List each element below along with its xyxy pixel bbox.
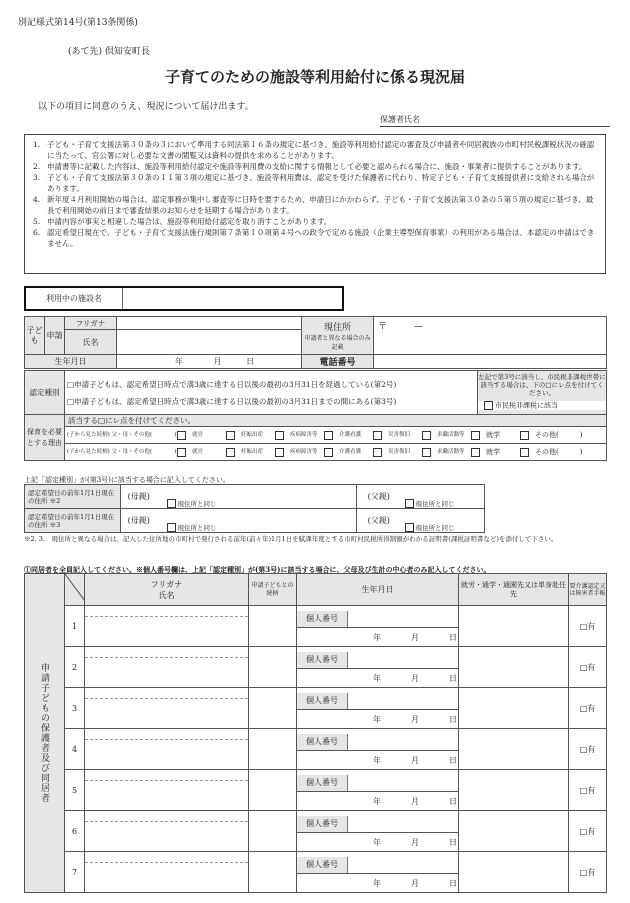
consent-item: [33, 194, 597, 216]
child-side-label: 子ども: [25, 317, 45, 355]
relation-input[interactable]: [249, 647, 297, 688]
col-work: 就労・通学・通園先又は単身赴任先: [459, 574, 569, 606]
work-input[interactable]: [459, 606, 569, 647]
facility-input[interactable]: [123, 288, 342, 309]
reason-option-label: 就学: [486, 448, 500, 456]
reason-option-label: その他( ): [535, 448, 583, 456]
residence-row1-label: 認定希望日の前年1月1日現在の住所 ※2: [25, 485, 121, 509]
consent-num: 5.: [33, 217, 41, 226]
row-number: 6: [65, 811, 85, 852]
mother-label-2: (母親): [121, 509, 157, 533]
household-heading: ①同居者を全員記入してください。※個人番号欄は、上記「認定種別」が(第3号)に該当する場合に、父母及び生計の中心者のみ記入してください。: [24, 565, 491, 574]
furigana-label: フリガナ: [65, 317, 117, 330]
guardian-name-label: 保護者氏名: [380, 115, 420, 124]
work-input[interactable]: [459, 729, 569, 770]
household-side-label: 申請子どもの保護者及び同居者: [39, 663, 49, 803]
mynumber-label: 個人番号: [297, 857, 348, 873]
member-birth-input[interactable]: 年 月 日: [297, 792, 459, 811]
consent-num: 4.: [33, 195, 41, 204]
reason-option[interactable]: [177, 448, 226, 457]
col-furigana: フリガナ: [150, 579, 183, 589]
care-checkbox[interactable]: □有: [569, 606, 607, 647]
reason-option[interactable]: [520, 448, 610, 457]
reason-option[interactable]: [324, 448, 373, 457]
intro-text: 以下の項目に同意のうえ、現況について届け出ます。: [38, 102, 254, 112]
member-furigana-input[interactable]: [85, 852, 248, 863]
household-row: [25, 852, 607, 874]
household-row: [25, 811, 607, 833]
page-title: 子育てのための施設等利用給付に係る現況届: [164, 68, 465, 86]
same-address-4[interactable]: 現住所と同じ: [415, 523, 455, 532]
mynumber-label: 個人番号: [297, 734, 348, 750]
consent-item: [33, 227, 597, 249]
member-furigana-input[interactable]: [85, 647, 248, 658]
row-number: 1: [65, 606, 85, 647]
reason-row: [65, 427, 606, 443]
same-address-3[interactable]: 現住所と同じ: [177, 523, 217, 532]
reason-option[interactable]: [471, 448, 520, 457]
reason-option[interactable]: [226, 431, 275, 440]
household-row: [25, 729, 607, 751]
row-number: 5: [65, 770, 85, 811]
guardian-name-line[interactable]: [380, 126, 610, 127]
reason-option[interactable]: [471, 431, 520, 440]
birth-input[interactable]: 年 月 日: [117, 355, 302, 369]
reason-option-label: 妊娠出産: [241, 449, 264, 455]
household-side-cell: [25, 574, 65, 893]
postal-code: 〒 —: [378, 322, 424, 332]
consent-list: [33, 139, 597, 249]
reason-option-label: 就労: [192, 449, 204, 455]
work-input[interactable]: [459, 647, 569, 688]
member-name-input[interactable]: [85, 688, 249, 729]
consent-box: [24, 134, 606, 274]
member-name-input[interactable]: [85, 852, 249, 893]
care-checkbox[interactable]: □有: [569, 770, 607, 811]
member-furigana-input[interactable]: [85, 729, 248, 740]
consent-item: [33, 139, 597, 161]
reason-checkbox[interactable]: [471, 431, 480, 440]
certification-section: [24, 370, 606, 415]
consent-text: 認定希望日現在で、子ども・子育て支援法施行規則第７条第１０項第４号への政令で定める施設（企業主導型保育事業）の利用がある場合は、本認定の申請はできません。: [47, 228, 595, 248]
household-row: [25, 647, 607, 669]
reason-option[interactable]: [520, 431, 610, 440]
reason-section: [24, 414, 606, 461]
mynumber-cell[interactable]: [297, 729, 459, 751]
mynumber-label: 個人番号: [297, 611, 348, 627]
name-input[interactable]: [117, 330, 302, 355]
reason-option-label: その他( ): [535, 431, 583, 439]
member-birth-input[interactable]: 年 月 日: [297, 669, 459, 688]
mynumber-cell[interactable]: [297, 770, 459, 792]
address-label-cell: [302, 317, 374, 355]
reason-option[interactable]: [422, 431, 471, 440]
household-section: [24, 573, 606, 893]
consent-text: 申請書等に記載した内容は、施設等利用給付認定や施設等利用費の支給に関する情報として必要と認められる場合に、施設・事業者に提供することがあります。: [47, 162, 587, 171]
member-name-input[interactable]: [85, 770, 249, 811]
member-birth-input[interactable]: 年 月 日: [297, 628, 459, 647]
reason-checkbox[interactable]: [324, 448, 333, 457]
work-input[interactable]: [459, 688, 569, 729]
reason-checkbox[interactable]: [520, 448, 529, 457]
reason-checkbox[interactable]: [226, 448, 235, 457]
applicant-label: 申請: [45, 317, 65, 355]
reason-option[interactable]: [422, 448, 471, 457]
consent-num: 1.: [33, 140, 41, 149]
diagonal-line: [65, 574, 85, 601]
member-furigana-input[interactable]: [85, 688, 248, 699]
reason-option-label: 求職活動等: [437, 449, 465, 455]
household-row: [25, 606, 607, 628]
residence-footnote: ※2. 3. 現住所と異なる場合は、記入した住所地の市町村で発行される前年(前々年)1月1日を賦課年度とする市町村民税所得割額がわかる証明書(課税証明書など)を添付して下さい。: [24, 535, 558, 543]
reason-checkbox[interactable]: [275, 448, 284, 457]
consent-text: 子ども・子育て支援法第３０条の３において準用する同法第１６条の規定に基づき、施設等利用給付認定の審査及び申請者や同居親族の市町村民税課税状況の確認に当たって、官公署に対し必要な文書の閲覧又は資料の提供を求めることがあります。: [47, 140, 595, 160]
father-label-1: (父親): [357, 485, 401, 509]
reason-checkbox[interactable]: [275, 431, 284, 440]
consent-num: 3.: [33, 173, 41, 182]
address-label: 現住所: [323, 323, 351, 333]
reason-option-label: 介護看護: [339, 432, 362, 438]
relation-input[interactable]: [249, 606, 297, 647]
mynumber-label: 個人番号: [297, 652, 348, 668]
work-input[interactable]: [459, 770, 569, 811]
reason-label: 保育を必要とする理由: [25, 415, 65, 461]
reason-option-label: 疾病障害等: [290, 449, 318, 455]
mynumber-cell[interactable]: [297, 647, 459, 669]
same-address-2[interactable]: 現住所と同じ: [415, 499, 455, 508]
household-row: [25, 688, 607, 710]
facility-row: [24, 286, 344, 311]
consent-text: 申請内容が事実と相違した場合は、施設等利用給付認定を取り消すことがあります。: [47, 217, 332, 226]
reason-option[interactable]: [324, 431, 373, 440]
member-furigana-input[interactable]: [85, 770, 248, 781]
reason-checkbox[interactable]: [422, 448, 431, 457]
work-input[interactable]: [459, 811, 569, 852]
cert-option-3[interactable]: □申請子どもは、認定希望日時点で満3歳に達する日以後の最初の3月31日までの間にある(第3号): [67, 396, 397, 406]
reason-checkbox[interactable]: [520, 431, 529, 440]
row-number: 2: [65, 647, 85, 688]
consent-text: 子ども・子育て支援法第３０条の１１第３項の規定に基づき、施設等利用費は、認定を受けた保護者に代わり、特定子ども・子育て支援提供者に支給される場合があります。: [47, 173, 595, 193]
father-label-2: (父親): [357, 509, 401, 533]
reason-option-label: 介護看護: [339, 449, 362, 455]
mynumber-cell[interactable]: [297, 811, 459, 833]
form-number: 別記様式第14号(第13条関係): [18, 18, 138, 28]
address-input[interactable]: [374, 317, 607, 355]
care-checkbox[interactable]: □有: [569, 688, 607, 729]
care-checkbox[interactable]: □有: [569, 729, 607, 770]
member-name-input[interactable]: [85, 647, 249, 688]
consent-item: [33, 161, 597, 172]
member-name-input[interactable]: [85, 811, 249, 852]
reason-option-label: 就学: [486, 431, 500, 439]
child-section: [24, 316, 606, 369]
mynumber-cell[interactable]: [297, 606, 459, 628]
reason-option-label: 求職活動等: [437, 432, 465, 438]
member-name-input[interactable]: [85, 606, 249, 647]
reason-checkbox[interactable]: [373, 431, 382, 440]
consent-item: [33, 216, 597, 227]
mother-label-1: (母親): [121, 485, 157, 509]
mynumber-cell[interactable]: [297, 688, 459, 710]
row-number: 4: [65, 729, 85, 770]
relation-input[interactable]: [249, 729, 297, 770]
mynumber-label: 個人番号: [297, 775, 348, 791]
mynumber-label: 個人番号: [297, 816, 348, 832]
member-furigana-input[interactable]: [85, 606, 248, 617]
reason-who: (子から見た続柄) 父・母・その他( ): [67, 449, 177, 455]
same-address-1[interactable]: 現住所と同じ: [177, 499, 217, 508]
consent-num: 6.: [33, 228, 41, 237]
care-checkbox[interactable]: □有: [569, 852, 607, 893]
address-note: 申請者と異なる場合のみ記載: [304, 335, 371, 351]
member-name-input[interactable]: [85, 729, 249, 770]
col-name: 氏名: [158, 590, 175, 600]
phone-label: 電話番号: [302, 355, 374, 369]
diagonal-cell: [65, 574, 85, 606]
reason-checkbox[interactable]: [226, 431, 235, 440]
reason-who: (子から見た続柄) 父・母・その他( ): [67, 432, 177, 438]
reason-checkbox[interactable]: [422, 431, 431, 440]
row-number: 7: [65, 852, 85, 893]
cert-option-2[interactable]: □申請子どもは、認定希望日時点で満3歳に達する日以後の最初の3月31日を経過している(第2号): [67, 379, 397, 389]
member-birth-input[interactable]: 年 月 日: [297, 874, 459, 893]
reason-checkbox[interactable]: [471, 448, 480, 457]
facility-label: 利用中の施設名: [26, 288, 123, 309]
residence-note: 上記「認定種別」が(第3号)に該当する場合に記入してください。: [24, 476, 230, 484]
work-input[interactable]: [459, 852, 569, 893]
certification-label: 認定種別: [25, 371, 65, 415]
household-row: [25, 770, 607, 792]
reason-checkbox[interactable]: [177, 431, 186, 440]
relation-input[interactable]: [249, 770, 297, 811]
member-birth-input[interactable]: 年 月 日: [297, 751, 459, 770]
member-birth-input[interactable]: 年 月 日: [297, 833, 459, 852]
member-birth-input[interactable]: 年 月 日: [297, 710, 459, 729]
relation-input[interactable]: [249, 688, 297, 729]
col-care: 要介護認定又は障害者手帳: [569, 574, 607, 606]
consent-num: 2.: [33, 162, 41, 171]
reason-checkbox[interactable]: [177, 448, 186, 457]
reason-option[interactable]: [226, 448, 275, 457]
reason-option[interactable]: [275, 448, 324, 457]
reason-option[interactable]: [373, 448, 422, 457]
residence-section: [24, 484, 484, 533]
reason-option-label: 疾病障害等: [290, 432, 318, 438]
reason-checkbox[interactable]: [373, 448, 382, 457]
col-relation: 申請子どもとの続柄: [249, 574, 297, 606]
mynumber-label: 個人番号: [297, 693, 348, 709]
reason-instruction: 該当する□にレ点を付けてください。: [65, 415, 607, 427]
name-label: 氏名: [65, 330, 117, 355]
birth-label: 生年月日: [25, 355, 117, 369]
furigana-input[interactable]: [117, 317, 302, 330]
relation-input[interactable]: [249, 811, 297, 852]
col-birth: 生年月日: [297, 574, 459, 606]
nontaxable-checkbox[interactable]: [484, 401, 493, 410]
reason-option-label: 就労: [192, 432, 204, 438]
reason-option[interactable]: [373, 431, 422, 440]
nontaxable-label: 市民税非課税に該当: [495, 401, 558, 410]
care-checkbox[interactable]: □有: [569, 647, 607, 688]
consent-text: 新年度４月利用開始の場合は、認定事務が集中し審査等に日時を要するため、申請日にかかわらず、子ども・子育て支援法第３０条の５第５項の規定に基づき、最長で利用開始の前日まで審査結果のお知らせを延期する場合があります。: [47, 195, 594, 215]
reason-checkbox[interactable]: [324, 431, 333, 440]
phone-input[interactable]: [374, 355, 607, 369]
reason-option-label: 妊娠出産: [241, 432, 264, 438]
relation-input[interactable]: [249, 852, 297, 893]
consent-item: [33, 172, 597, 194]
reason-option-label: 災害復旧: [388, 449, 411, 455]
reason-option[interactable]: [275, 431, 324, 440]
reason-row: [65, 444, 606, 460]
member-furigana-input[interactable]: [85, 811, 248, 822]
addressee: (あて先) 倶知安町長: [68, 47, 150, 57]
care-checkbox[interactable]: □有: [569, 811, 607, 852]
reason-option-label: 災害復旧: [388, 432, 411, 438]
reason-option[interactable]: [177, 431, 226, 440]
residence-row2-label: 認定希望日の前年1月1日現在の住所 ※3: [25, 509, 121, 533]
row-number: 3: [65, 688, 85, 729]
mynumber-cell[interactable]: [297, 852, 459, 874]
cert-right-note: 左記で第3号に該当し、市民税非課税世帯に該当する場合は、下の□にレ点を付けてください。: [478, 373, 606, 397]
